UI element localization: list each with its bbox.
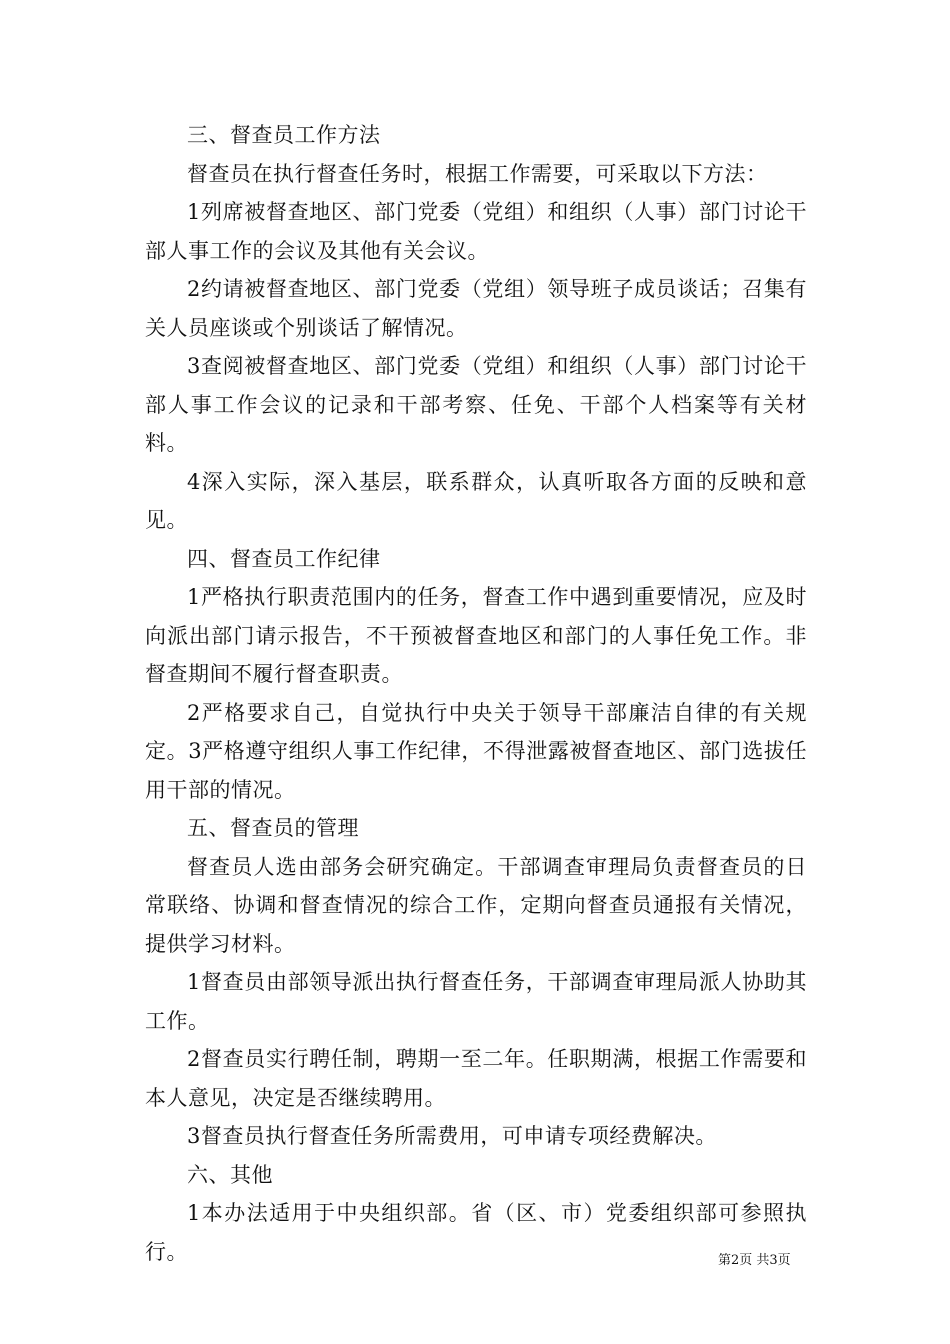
list-item: 4深入实际，深入基层，联系群众，认真听取各方面的反映和意见。: [145, 469, 807, 532]
section-heading-discipline: 四、督查员工作纪律: [187, 546, 381, 571]
paragraph: 督查员在执行督查任务时，根据工作需要，可采取以下方法：: [187, 161, 768, 186]
section-heading-other: 六、其他: [187, 1162, 273, 1187]
list-item: 2约请被督查地区、部门党委（党组）领导班子成员谈话；召集有关人员座谈或个别谈话了解情况。: [145, 277, 807, 340]
list-item: 1列席被督查地区、部门党委（党组）和组织（人事）部门讨论干部人事工作的会议及其他有关会议。: [145, 200, 807, 263]
page-number: 第2页 共3页: [718, 1253, 791, 1268]
section-heading-methods: 三、督查员工作方法: [187, 123, 381, 147]
list-item: 1严格执行职责范围内的任务，督查工作中遇到重要情况，应及时向派出部门请示报告，不干预被督查地区和部门的人事任免工作。非督查期间不履行督查职责。: [145, 585, 807, 686]
list-item: 3督查员执行督查任务所需费用，可申请专项经费解决。: [187, 1124, 717, 1148]
list-item: 3查阅被督查地区、部门党委（党组）和组织（人事）部门讨论干部人事工作会议的记录和干部考察、任免、干部个人档案等有关材料。: [145, 354, 807, 455]
section-heading-management: 五、督查员的管理: [187, 816, 359, 840]
paragraph: 督查员人选由部务会研究确定。干部调查审理局负责督查员的日常联络、协调和督查情况的综合工作，定期向督查员通报有关情况，提供学习材料。: [145, 854, 807, 956]
list-item: 1本办法适用于中央组织部。省（区、市）党委组织部可参照执行。: [145, 1201, 807, 1264]
list-item: 1督查员由部领导派出执行督查任务，干部调查审理局派人协助其工作。: [145, 970, 807, 1033]
document-body: [145, 116, 807, 1271]
list-item: 2严格要求自己，自觉执行中央关于领导干部廉洁自律的有关规定。3严格遵守组织人事工作纪律，不得泄露被督查地区、部门选拔任用干部的情况。: [145, 700, 807, 802]
list-item: 2督查员实行聘任制，聘期一至二年。任职期满，根据工作需要和本人意见，决定是否继续聘用。: [145, 1047, 807, 1110]
